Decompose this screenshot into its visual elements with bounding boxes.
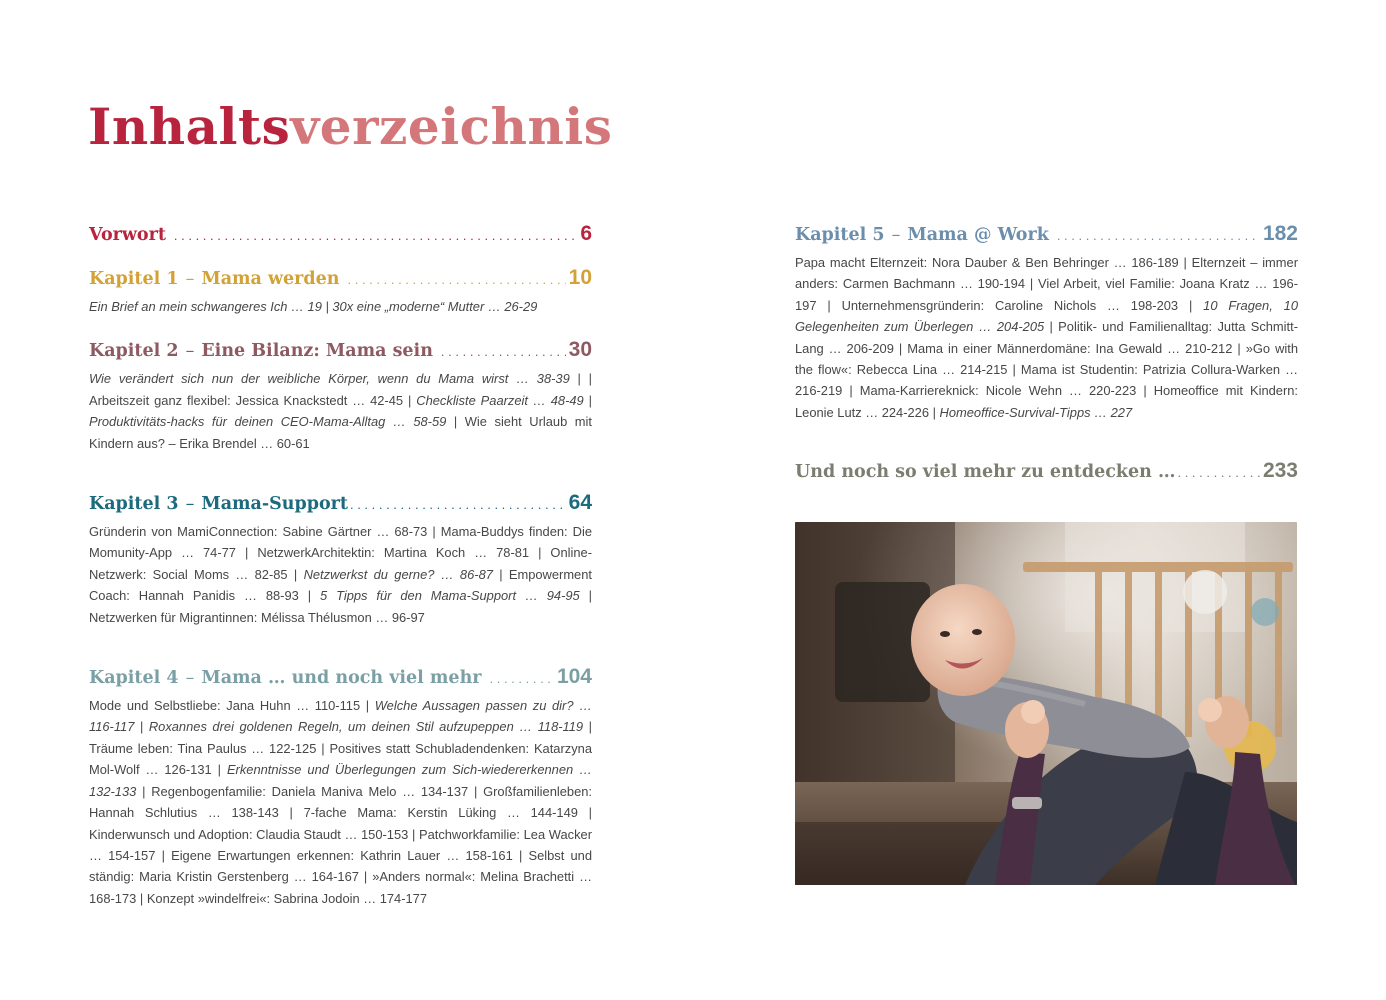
entry-run: | — [583, 392, 592, 408]
toc-heading-kapitel-2[interactable] — [89, 338, 592, 368]
chapter-subtitle: Mama @ Work — [907, 225, 1049, 245]
chapter-label: Kapitel 3 — [89, 494, 179, 515]
chapter-label: Kapitel 5 — [795, 225, 885, 245]
entry-run: | — [134, 719, 149, 735]
entry-run: | Wie sieht Urlaub mit Kindern aus? – Erika Brendel … 60-61 — [89, 414, 592, 451]
chapter-subtitle: Mama-Support — [201, 494, 348, 515]
chapter-page-number: 30 — [568, 338, 592, 362]
section-page-number: 233 — [1262, 459, 1298, 483]
chapter-entries — [795, 252, 1298, 423]
entry-run: | Politik- und Familienalltag: Jutta Schmitt-Lang … 206-209 | Mama in einer Männerdomäne: Ina Gewald … 210-212 | »Go with the flow«: Rebecca Lina … 214-215 | Mama ist Studentin: Patrizia Collura-Warken … 216-219 | Mama-Karriereknick: Nicole Wehn … 220-223 | Homeoffice mit Kindern: Leonie Lutz … 224-226 | — [795, 319, 1298, 420]
chapter-dash: – — [891, 225, 901, 245]
toc-section-vorwort — [89, 222, 592, 252]
toc-left-column — [89, 222, 592, 909]
toc-heading-kapitel-3[interactable] — [89, 491, 592, 521]
entry-run: Wie verändert sich nun der weibliche Körper, wenn du Mama wirst … 38-39 — [89, 371, 570, 387]
chapter-label: Kapitel 1 — [89, 269, 179, 289]
entry-run: Welche Aussagen passen zu dir? … 116-117 — [89, 698, 592, 735]
toc-section-kapitel-1 — [89, 266, 592, 317]
toc-section-kapitel-4 — [89, 665, 592, 909]
section-page-number: 6 — [580, 222, 592, 245]
dot-leader — [1057, 228, 1260, 243]
entry-run: Netzwerkst du gerne? … 86-87 — [303, 566, 493, 582]
toc-section-more — [795, 459, 1298, 489]
toc-section-kapitel-2 — [89, 338, 592, 454]
chapter-dash: – — [185, 668, 195, 689]
chapter-label: Kapitel 4 — [89, 668, 179, 689]
dot-leader — [350, 497, 566, 512]
toc-heading-more[interactable] — [795, 459, 1298, 489]
dot-leader — [174, 228, 577, 243]
chapter-entries — [89, 521, 592, 628]
chapter-dash: – — [185, 269, 195, 289]
toc-heading-kapitel-4[interactable] — [89, 665, 592, 695]
toc-section-kapitel-3 — [89, 491, 592, 628]
entry-run: | Netzwerken für Migrantinnen: Mélissa Thélusmon … 96-97 — [89, 588, 592, 625]
toc-heading-vorwort[interactable] — [89, 222, 592, 252]
entry-run: Gründerin von MamiConnection: Sabine Gärtner … 68-73 | Mama-Buddys finden: Die Momunity-App … 74-77 | NetzwerkArchitektin: Martina Koch … 78-81 | Online-Netzwerk: Social Moms … 82-85 | — [89, 524, 592, 582]
section-label: Vorwort — [89, 225, 166, 245]
toc-heading-kapitel-1[interactable] — [89, 266, 592, 296]
baby-photo — [795, 522, 1297, 885]
entry-run: Produktivitäts-hacks für deinen CEO-Mama-Alltag … 58-59 — [89, 414, 447, 430]
page-title — [88, 97, 613, 156]
chapter-entries — [89, 368, 592, 454]
toc-right-column — [795, 222, 1298, 489]
chapter-dash: – — [185, 494, 195, 515]
entry-run: | Regenbogenfamilie: Daniela Maniva Melo … 134-137 | Großfamilienleben: Hannah Schlutius … 138-143 | 7-fache Mama: Kerstin Lüking … 144-149 | Kinderwunsch und Adoption: Claudia Staudt … 150-153 | Patchworkfamilie: Lea Wacker … 154-157 | Eigene Erwartungen erkennen: Kathrin Lauer … 158-161 | Selbst und ständig: Maria Kristin Gerstenberg … 164-167 | »Anders normal«: Melina Brachetti … 168-173 | Konzept »windelfrei«: Sabrina Jodoin … 174-177 — [89, 783, 592, 906]
chapter-subtitle: Mama werden — [201, 269, 340, 289]
chapter-entries — [89, 695, 592, 909]
entry-run: Papa macht Elternzeit: Nora Dauber & Ben Behringer … 186-189 | Elternzeit – immer anders: Carmen Bachmann … 190-194 | Viel Arbeit, viel Familie: Joana Kratz … 196-197 | Unternehmensgründerin: Caroline Nichols … 198-203 | — [795, 255, 1298, 313]
chapter-entries — [89, 296, 592, 317]
entry-run: Homeoffice-Survival-Tipps … 227 — [939, 404, 1133, 420]
chapter-subtitle: Eine Bilanz: Mama sein — [201, 341, 433, 362]
entry-run: Ein Brief an mein schwangeres Ich … 19 | 30x eine „moderne“ Mutter … 26-29 — [89, 299, 538, 314]
dot-leader — [1177, 465, 1259, 480]
chapter-page-number: 10 — [568, 266, 592, 289]
chapter-dash: – — [185, 341, 195, 362]
chapter-page-number: 104 — [556, 665, 592, 689]
entry-run: Erkenntnisse und Überlegungen zum Sich-wiedererkennen … 132-133 — [89, 762, 592, 799]
dot-leader — [441, 344, 566, 359]
chapter-page-number: 182 — [1262, 222, 1298, 245]
entry-run: 10 Fragen, 10 Gelegenheiten zum Überlegen … 204-205 — [795, 297, 1298, 335]
chapter-label: Kapitel 2 — [89, 341, 179, 362]
chapter-page-number: 64 — [568, 491, 592, 515]
entry-run: Mode und Selbstliebe: Jana Huhn … 110-115 | — [89, 698, 375, 714]
chapter-subtitle: Mama … und noch viel mehr — [201, 668, 482, 689]
entry-run: 5 Tipps für den Mama-Support … 94-95 — [319, 588, 580, 604]
section-label: Und noch so viel mehr zu entdecken … — [795, 462, 1176, 483]
entry-run: Checkliste Paarzeit … 48-49 — [416, 392, 584, 408]
entry-run: | Empowerment Coach: Hannah Panidis … 88-93 | — [89, 566, 592, 604]
entry-run: | Träume leben: Tina Paulus … 122-125 | Positives statt Schubladendenken: Katarzyna Mol-Wolf … 126-131 | — [89, 719, 593, 778]
toc-heading-kapitel-5[interactable] — [795, 222, 1298, 252]
title-part-dark: Inhalts — [88, 97, 291, 156]
dot-leader — [490, 671, 554, 686]
title-part-light: verzeichnis — [290, 97, 613, 156]
toc-section-kapitel-5 — [795, 222, 1298, 423]
entry-run: | | Arbeitszeit ganz flexibel: Jessica Knackstedt … 42-45 | — [89, 371, 592, 408]
entry-run: Roxannes drei goldenen Regeln, um deinen Stil aufzupeppen … 118-119 — [148, 719, 584, 735]
dot-leader — [348, 272, 566, 287]
